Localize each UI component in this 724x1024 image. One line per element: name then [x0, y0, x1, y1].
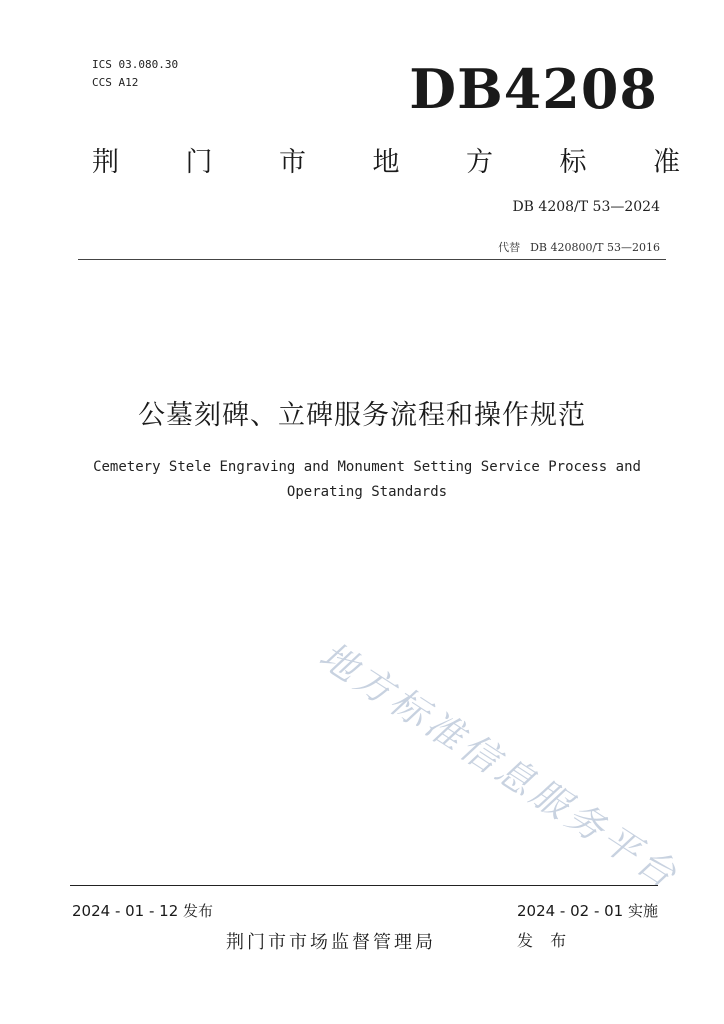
standard-type-char: 方 [466, 147, 493, 178]
standard-type-char: 地 [372, 147, 400, 178]
ics-code: ICS 03.080.30 [92, 58, 179, 71]
replaces-number: DB 420800/T 53—2016 [530, 241, 660, 254]
document-title-chinese: 公墓刻碑、立碑服务流程和操作规范 [138, 400, 586, 431]
standard-type-char: 门 [185, 147, 213, 178]
publish-label: 发 布 [517, 931, 573, 950]
ccs-code: CCS A12 [92, 76, 139, 89]
standard-code: DB4208 [409, 57, 658, 121]
standard-type-char: 荆 [92, 147, 119, 178]
standard-type-char: 标 [559, 147, 587, 178]
standard-number: DB 4208/T 53—2024 [512, 199, 660, 215]
header-divider [78, 259, 666, 260]
replaces-line [498, 239, 660, 255]
watermark: 地方标准信息服务平台 [311, 633, 688, 899]
issuing-authority: 荆门市市场监督管理局 [226, 932, 436, 953]
implementation-date: 2024 - 02 - 01 实施 [516, 902, 658, 920]
issue-date: 2024 - 01 - 12 发布 [72, 902, 214, 920]
standard-type-title [92, 140, 680, 179]
english-title-line: Operating Standards [286, 484, 448, 500]
standard-type-char: 准 [653, 147, 680, 178]
classification-codes [92, 56, 178, 92]
footer-divider [70, 885, 658, 886]
english-title-line: Cemetery Stele Engraving and Monument Setting Service Process and [93, 459, 641, 475]
standard-type-char: 市 [279, 147, 306, 178]
document-title-english [70, 455, 664, 505]
replaces-label: 代替 [498, 241, 521, 254]
